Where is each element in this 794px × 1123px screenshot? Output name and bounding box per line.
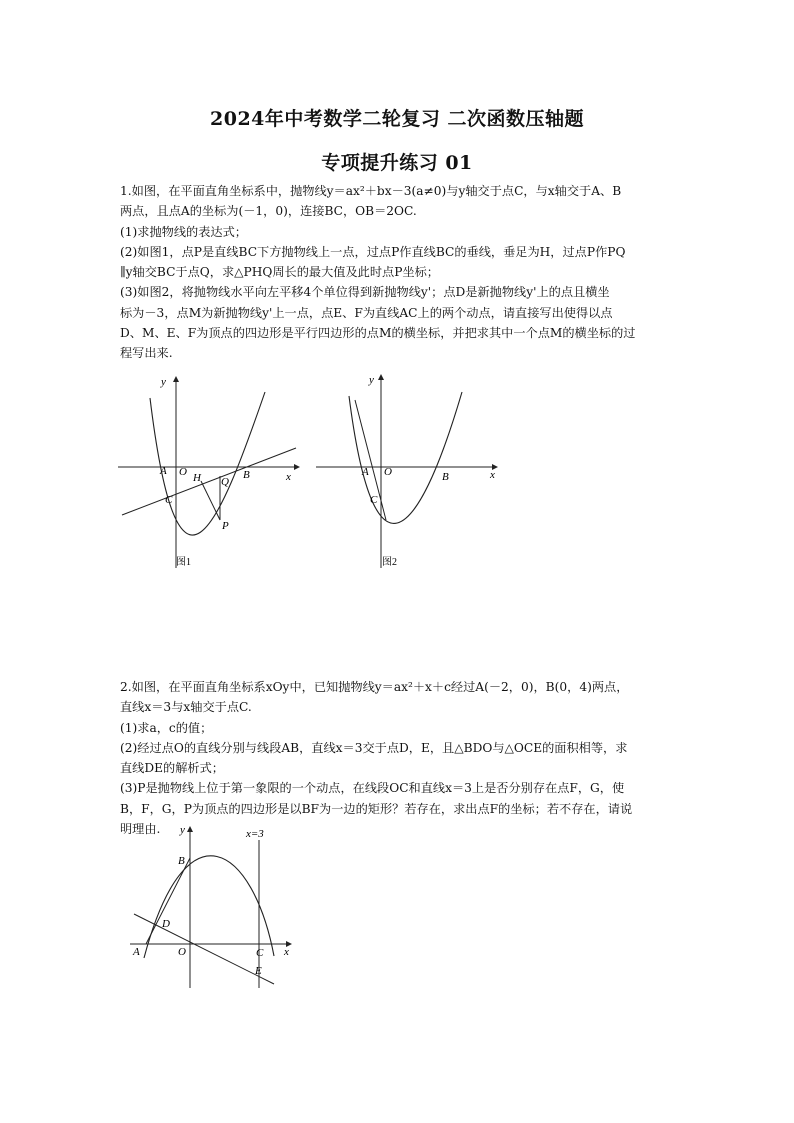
label-a: A <box>160 465 167 477</box>
y-axis-arrow <box>378 374 384 380</box>
label-o: O <box>384 466 392 478</box>
y-axis-arrow <box>173 376 179 382</box>
label-o: O <box>178 946 186 958</box>
label-y: y <box>161 376 166 388</box>
label-o: O <box>179 466 187 478</box>
label-x: x <box>284 946 289 958</box>
q2-part-2-line: 直线DE的解析式； <box>120 761 224 776</box>
label-b: B <box>442 471 449 483</box>
label-q: Q <box>221 476 229 488</box>
page-subtitle: 专项提升练习 01 <box>321 152 473 174</box>
figure-2-caption: 图2 <box>382 557 397 568</box>
q2-part-2-line: (2)经过点O的直线分别与线段AB，直线x＝3交于点D，E，且△BDO与△OCE的面积相等，求 <box>120 740 628 755</box>
page-title: 2024年中考数学二轮复习 二次函数压轴题 <box>210 108 584 130</box>
figure-1-caption: 图1 <box>176 557 191 568</box>
q1-stem-line: 1.如图，在平面直角坐标系中，抛物线y＝ax²＋bx－3(a≠0)与y轴交于点C，与x轴交于A、B <box>120 184 622 198</box>
question-1 <box>120 181 700 364</box>
x-axis-arrow <box>294 464 300 470</box>
parabola <box>349 392 462 523</box>
figure-1 <box>118 368 308 577</box>
figure-3 <box>128 822 298 996</box>
figure-3-graph <box>128 822 298 992</box>
label-x: x <box>286 471 291 483</box>
q2-part-3-line: 明理由. <box>120 822 161 837</box>
y-axis-arrow <box>187 826 193 832</box>
label-c: C <box>256 947 264 959</box>
q1-stem-line: 两点，且点A的坐标为(－1，0)，连接BC，OB＝2OC. <box>120 204 417 219</box>
label-a: A <box>362 466 369 478</box>
q1-part-3-line: 标为－3，点M为新抛物线y'上一点，点E、F为直线AC上的两个动点，请直接写出使得以点 <box>120 305 613 320</box>
figure-2 <box>312 368 502 577</box>
q2-part-3-line: (3)P是抛物线上位于第一象限的一个动点，在线段OC和直线x＝3上是否分别存在点F，G，使 <box>120 781 625 796</box>
label-e: E <box>255 965 262 977</box>
label-x-equals-3: x=3 <box>246 828 264 840</box>
label-c: C <box>165 494 173 506</box>
q1-part-2-line: (2)如图1，点P是直线BC下方抛物线上一点，过点P作直线BC的垂线，垂足为H，过点P作PQ <box>120 244 626 259</box>
label-b: B <box>178 855 185 867</box>
figure-1-graph <box>118 368 308 573</box>
label-b: B <box>243 469 250 481</box>
question-2 <box>120 677 700 839</box>
label-x: x <box>490 469 495 481</box>
q2-stem-line: 直线x＝3与x轴交于点C. <box>120 700 252 715</box>
label-p: P <box>222 520 229 532</box>
q1-part-3-line: (3)如图2，将抛物线水平向左平移4个单位得到新抛物线y'；点D是新抛物线y'上的点且横坐 <box>120 285 610 300</box>
q1-part-3-line: 程写出来. <box>120 346 173 361</box>
line-de <box>134 914 274 984</box>
parabola <box>144 856 274 958</box>
q1-part-2-line: ∥y轴交BC于点Q，求△PHQ周长的最大值及此时点P坐标； <box>120 265 439 280</box>
parabola <box>150 392 265 535</box>
label-a: A <box>133 946 140 958</box>
q2-stem-line: 2.如图，在平面直角坐标系xOy中，已知抛物线y＝ax²＋x＋c经过A(－2，0)，B(0，4)两点， <box>120 680 629 694</box>
q1-part-1: (1)求抛物线的表达式； <box>120 224 247 239</box>
label-h: H <box>193 472 201 484</box>
line-bc <box>122 448 296 515</box>
label-y: y <box>180 824 185 836</box>
label-c: C <box>370 494 378 506</box>
q2-part-1: (1)求a，c的值； <box>120 720 213 735</box>
label-y: y <box>369 374 374 386</box>
q1-part-3-line: D、M、E、F为顶点的四边形是平行四边形的点M的横坐标，并把求其中一个点M的横坐标的过 <box>120 326 636 341</box>
figure-2-graph <box>312 368 502 573</box>
q2-part-3-line: B，F，G，P为顶点的四边形是以BF为一边的矩形？若存在，求出点F的坐标；若不存在，请说 <box>120 801 633 816</box>
label-d: D <box>162 918 170 930</box>
segment-ph <box>201 481 220 520</box>
